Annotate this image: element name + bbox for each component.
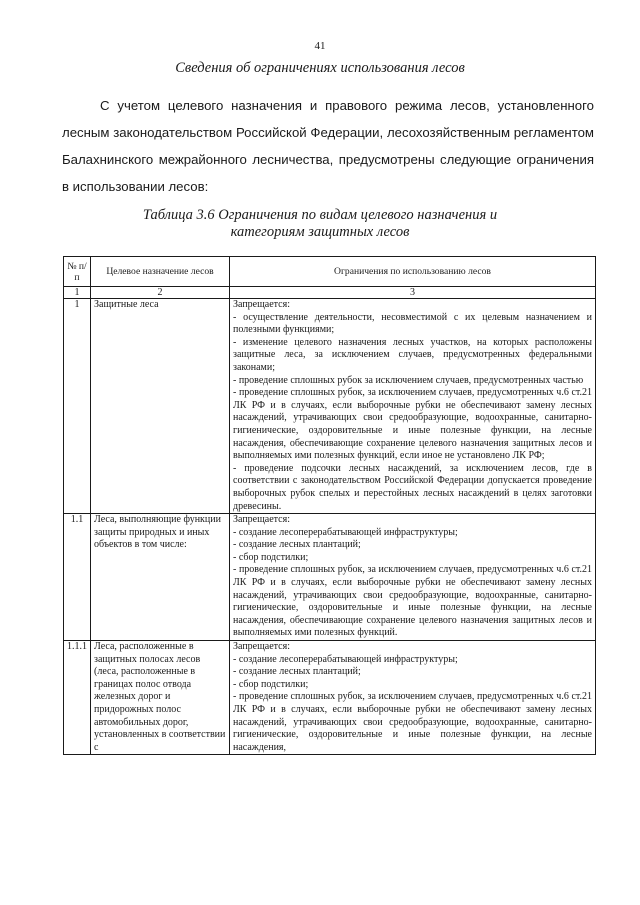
row-restrictions bbox=[230, 299, 596, 514]
restriction-line: - сбор подстилки; bbox=[233, 678, 309, 690]
restriction-line: - изменение целевого назначения лесных участков, на которых расположены защитные леса, за исключением случаев, предусмотренных федеральными законами; bbox=[233, 336, 592, 373]
table-row bbox=[64, 299, 596, 514]
table-header-row bbox=[64, 257, 596, 287]
row-number: 1 bbox=[64, 299, 91, 514]
intro-paragraph bbox=[62, 92, 594, 200]
row-purpose: Защитные леса bbox=[91, 299, 230, 514]
section-heading: Сведения об ограничениях использования лесов bbox=[175, 60, 465, 76]
table-caption-line-1: Таблица 3.6 Ограничения по видам целевого назначения и bbox=[142, 207, 498, 223]
row-restrictions bbox=[230, 641, 596, 755]
row-number: 1.1.1 bbox=[64, 641, 91, 755]
restrictions-table bbox=[63, 256, 596, 755]
header-purpose: Целевое назначение лесов bbox=[91, 257, 230, 287]
table-row bbox=[64, 641, 596, 755]
restriction-line: - проведение сплошных рубок, за исключением случаев, предусмотренных ч.6 ст.21 ЛК РФ и в случаях, если выборочные рубки не обеспечивают замену лесных насаждений, утрачивающих свои средообразующие, водоохранные, санитарно-гигиенические, оздоровительные и иные полезные функции, на лесные насаждения, обеспечивающие сохранение целевого назначения защитных лесов и выполняемых ими полезных функций, если иное не установлено ЛК РФ; bbox=[233, 387, 592, 462]
intro-text: С учетом целевого назначения и правового режима лесов, установленного лесным законодательством Российской Федерации, лесохозяйственным регламентом Балахнинского межрайонного лесничества, предусмотрены следующие ограничения в использовании лесов: bbox=[62, 98, 594, 194]
table-index-row bbox=[64, 287, 596, 299]
index-cell: 2 bbox=[91, 287, 230, 299]
restriction-line: - проведение сплошных рубок, за исключением случаев, предусмотренных ч.6 ст.21 ЛК РФ и в случаях, если выборочные рубки не обеспечивают замену лесных насаждений, утрачивающих свои средообразующие, водоохранные, санитарно-гигиенические, оздоровительные и иные полезные функции, на лесные насаждения, обеспечивающие сохранение целевого назначения защитных лесов и выполняемых ими полезных функций. bbox=[233, 564, 592, 639]
header-number: № п/п bbox=[64, 257, 91, 287]
row-purpose: Леса, выполняющие функции защиты природных и иных объектов в том числе: bbox=[91, 514, 230, 641]
restriction-line: - сбор подстилки; bbox=[233, 551, 309, 563]
restriction-line: Запрещается: bbox=[233, 641, 290, 653]
table-row bbox=[64, 514, 596, 641]
restriction-line: - создание лесоперерабатывающей инфраструктуры; bbox=[233, 526, 458, 538]
page-number: 41 bbox=[314, 40, 326, 52]
restriction-line: Запрещается: bbox=[233, 299, 290, 310]
table-caption-line-2: категориям защитных лесов bbox=[230, 224, 410, 240]
row-purpose: Леса, расположенные в защитных полосах лесов (леса, расположенные в границах полос отвода железных дорог и придорожных полос автомобильных дорог, установленных в соответствии с bbox=[91, 641, 230, 755]
restriction-line: - проведение подсочки лесных насаждений, за исключением лесов, где в соответствии с законодательством Российской Федерации допускается проведение выборочных рубок спелых и перестойных лесных насаждений в целях заготовки древесины. bbox=[233, 462, 592, 512]
row-number: 1.1 bbox=[64, 514, 91, 641]
row-restrictions bbox=[230, 514, 596, 641]
restriction-line: Запрещается: bbox=[233, 514, 290, 526]
restriction-line: - проведение сплошных рубок, за исключением случаев, предусмотренных ч.6 ст.21 ЛК РФ и в случаях, если выборочные рубки не обеспечивают замену лесных насаждений, утрачивающих свои средообразующие, водоохранные, санитарно-гигиенические, оздоровительные и иные полезные функции, на лесные насаждения, bbox=[233, 691, 592, 753]
restriction-line: - создание лесных плантаций; bbox=[233, 539, 361, 551]
header-restrictions: Ограничения по использованию лесов bbox=[230, 257, 596, 287]
restriction-line: - создание лесных плантаций; bbox=[233, 666, 361, 678]
index-cell: 1 bbox=[64, 287, 91, 299]
restriction-line: - осуществление деятельности, несовместимой с их целевым назначением и полезными функциями; bbox=[233, 311, 592, 336]
index-cell: 3 bbox=[230, 287, 596, 299]
table-caption bbox=[0, 207, 640, 241]
restriction-line: - создание лесоперерабатывающей инфраструктуры; bbox=[233, 653, 458, 665]
restriction-line: - проведение сплошных рубок за исключением случаев, предусмотренных частью bbox=[233, 374, 584, 386]
